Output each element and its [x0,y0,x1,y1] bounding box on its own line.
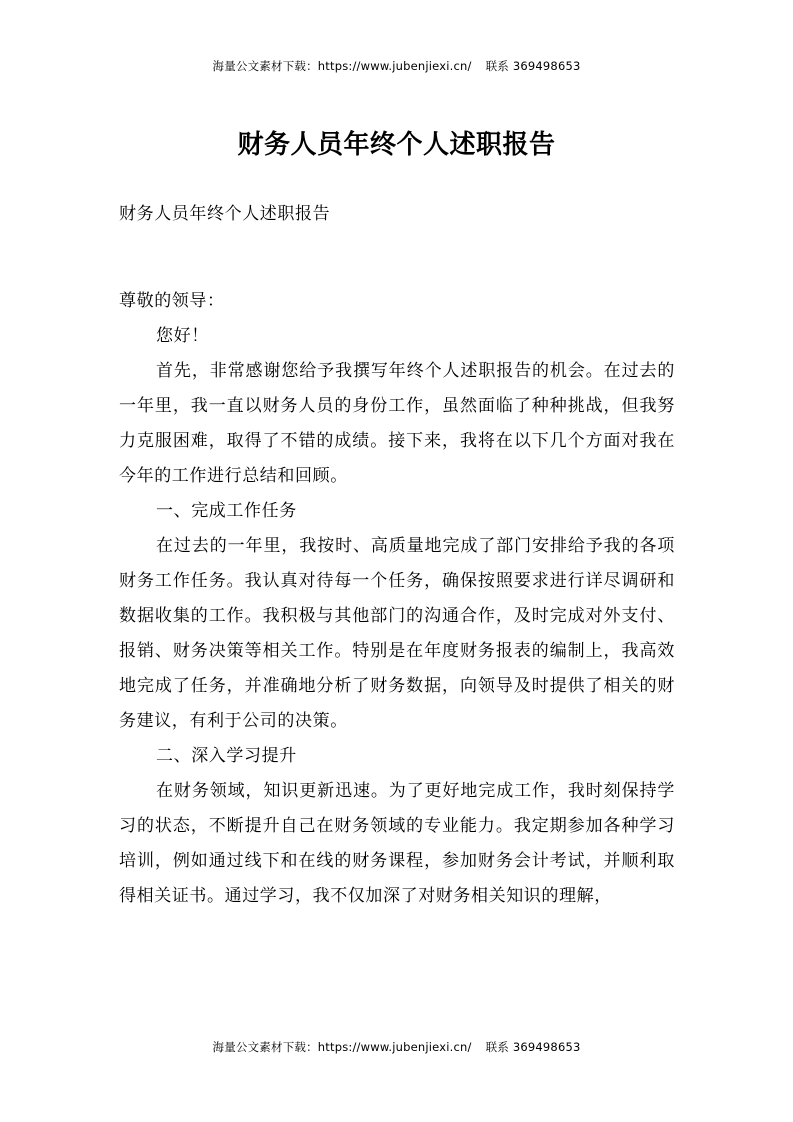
document-title: 财务人员年终个人述职报告 [237,130,556,160]
header-download-text: 海量公文素材下载：https://www.jubenjiexi.cn/ [212,59,472,73]
intro-paragraph: 首先，非常感谢您给予我撰写年终个人述职报告的机会。在过去的一年里，我一直以财务人员的身份工作，虽然面临了种种挑战，但我努力克服困难，取得了不错的成绩。接下来，我将在以下几个方面对我在今年的工作进行总结和回顾。 [119,361,675,486]
document-subtitle: 财务人员年终个人述职报告 [119,204,331,224]
page-header-note [0,58,793,74]
page-footer-note [0,1039,793,1055]
section1-heading: 一、完成工作任务 [156,501,297,521]
footer-contact-text: 联系 369498653 [485,1040,581,1054]
section2-heading: 二、深入学习提升 [156,746,297,766]
greeting: 您好！ [156,326,209,346]
blank-line [119,232,675,284]
section1-paragraph: 在过去的一年里，我按时、高质量地完成了部门安排给予我的各项财务工作任务。我认真对待每一个任务，确保按照要求进行详尽调研和数据收集的工作。我积极与其他部门的沟通合作，及时完成对外支付、报销、财务决策等相关工作。特别是在年度财务报表的编制上，我高效地完成了任务，并准确地分析了财务数据，向领导及时提供了相关的财务建议，有利于公司的决策。 [119,536,675,731]
section2-paragraph: 在财务领域，知识更新迅速。为了更好地完成工作，我时刻保持学习的状态，不断提升自己在财务领域的专业能力。我定期参加各种学习培训，例如通过线下和在线的财务课程，参加财务会计考试，并顺利取得相关证书。通过学习，我不仅加深了对财务相关知识的理解， [119,781,675,906]
header-contact-text: 联系 369498653 [485,59,581,73]
footer-download-text: 海量公文素材下载：https://www.jubenjiexi.cn/ [212,1040,472,1054]
document-body [119,197,675,914]
salutation: 尊敬的领导： [119,291,225,311]
